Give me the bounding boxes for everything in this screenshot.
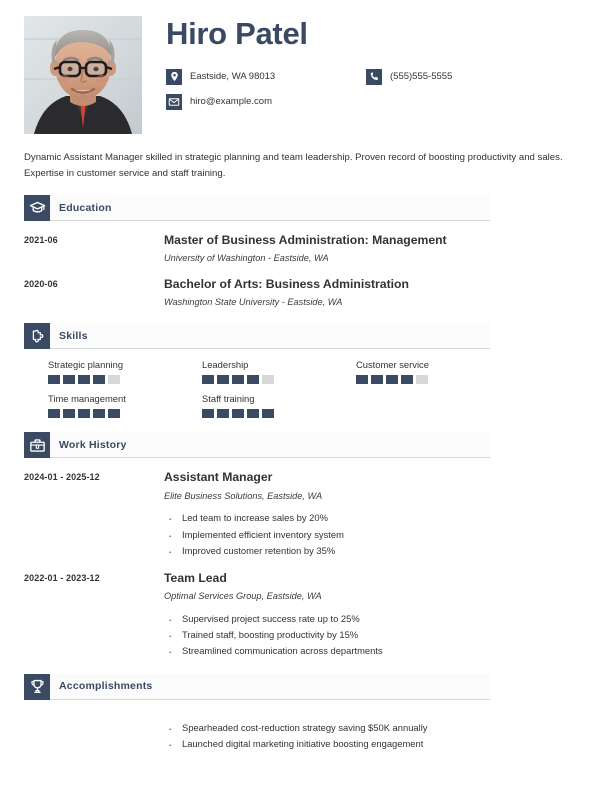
list-item: · Trained staff, boosting productivity by 15%	[164, 627, 588, 643]
work-dates: 2022-01 - 2023-12	[24, 572, 100, 583]
skill-square-filled	[63, 375, 75, 384]
education-entry	[24, 233, 588, 265]
skill-square-filled	[217, 409, 229, 418]
education-degree: Master of Business Administration: Management	[164, 233, 447, 248]
work-entry	[24, 470, 588, 559]
skill-rating	[202, 409, 356, 418]
section-label-band	[50, 323, 490, 349]
work-dates: 2024-01 - 2025-12	[24, 472, 100, 483]
accomplishments-bullets	[164, 720, 588, 752]
contact-info	[166, 69, 588, 110]
skill-item	[202, 393, 356, 418]
location-pin-icon	[166, 69, 182, 85]
education-institution: University of Washington - Eastside, WA	[164, 253, 329, 264]
skill-rating	[48, 375, 202, 384]
skill-label: Customer service	[356, 359, 429, 371]
section-label-band	[50, 674, 490, 700]
education-body	[164, 233, 588, 265]
header-details	[142, 16, 588, 110]
skill-label: Strategic planning	[48, 359, 124, 371]
section-title-skills: Skills	[59, 329, 88, 342]
skill-square-filled	[48, 375, 60, 384]
list-item: · Implemented efficient inventory system	[164, 527, 588, 543]
section-header-accomplishments	[24, 674, 588, 700]
accomplishments-spacer	[24, 712, 164, 752]
list-item: · Spearheaded cost-reduction strategy saving $50K annually	[164, 720, 588, 736]
section-header-skills	[24, 323, 588, 349]
work-entry	[24, 571, 588, 660]
section-work-history	[24, 432, 588, 659]
skill-square-filled	[247, 409, 259, 418]
avatar	[24, 16, 142, 134]
skill-square-filled	[63, 409, 75, 418]
skills-list	[24, 359, 588, 418]
skill-square-filled	[78, 409, 90, 418]
puzzle-piece-icon	[24, 323, 50, 349]
skill-square-filled	[108, 409, 120, 418]
graduation-cap-icon	[24, 195, 50, 221]
skill-item	[48, 359, 202, 384]
list-item: · Launched digital marketing initiative boosting engagement	[164, 736, 588, 752]
phone-text: (555)555-5555	[390, 71, 453, 83]
skill-item	[202, 359, 356, 384]
education-body	[164, 277, 588, 309]
skill-square-filled	[356, 375, 368, 384]
work-bullets	[164, 611, 588, 660]
list-item: · Supervised project success rate up to 25%	[164, 611, 588, 627]
skill-square-filled	[401, 375, 413, 384]
skill-square-filled	[202, 409, 214, 418]
envelope-icon	[166, 94, 182, 110]
skill-square-filled	[93, 375, 105, 384]
skill-rating	[356, 375, 588, 384]
work-job-title: Team Lead	[164, 570, 227, 585]
skill-square-filled	[217, 375, 229, 384]
section-title-accomplishments: Accomplishments	[59, 680, 153, 693]
work-job-title: Assistant Manager	[164, 470, 273, 485]
skill-square-filled	[232, 409, 244, 418]
education-entry	[24, 277, 588, 309]
skill-square-empty	[416, 375, 428, 384]
work-body	[164, 571, 588, 660]
briefcase-icon	[24, 432, 50, 458]
skill-label: Staff training	[202, 393, 255, 405]
list-item: · Improved customer retention by 35%	[164, 543, 588, 559]
section-label-band	[50, 432, 490, 458]
skill-square-filled	[262, 409, 274, 418]
accomplishments-body	[24, 712, 588, 752]
section-accomplishments	[24, 674, 588, 752]
portrait-photo	[24, 16, 142, 134]
contact-email	[166, 94, 366, 110]
phone-icon	[366, 69, 382, 85]
skill-square-filled	[232, 375, 244, 384]
work-company: Optimal Services Group, Eastside, WA	[164, 591, 322, 602]
skill-rating	[48, 409, 202, 418]
trophy-icon	[24, 674, 50, 700]
education-institution: Washington State University - Eastside, WA	[164, 297, 343, 308]
section-header-work-history	[24, 432, 588, 458]
education-date: 2021-06	[24, 235, 58, 246]
skill-square-filled	[202, 375, 214, 384]
email-text: hiro@example.com	[190, 96, 272, 108]
skill-square-empty	[108, 375, 120, 384]
skill-square-filled	[48, 409, 60, 418]
skill-square-filled	[78, 375, 90, 384]
address-text: Eastside, WA 98013	[190, 71, 276, 83]
work-bullets	[164, 510, 588, 559]
contact-address	[166, 69, 366, 85]
page-title: Hiro Patel	[166, 16, 308, 51]
skill-label: Leadership	[202, 359, 249, 371]
skill-item	[48, 393, 202, 418]
skill-square-filled	[371, 375, 383, 384]
list-item: · Streamlined communication across departments	[164, 643, 588, 659]
skill-square-empty	[262, 375, 274, 384]
skill-item	[356, 359, 588, 384]
section-label-band	[50, 195, 490, 221]
section-skills	[24, 323, 588, 418]
professional-summary: Dynamic Assistant Manager skilled in strategic planning and team leadership. Proven record of boosting productivity and sales. Expertise in customer service and staff training.	[24, 152, 563, 179]
skill-label: Time management	[48, 393, 126, 405]
skill-square-filled	[93, 409, 105, 418]
list-item: · Led team to increase sales by 20%	[164, 510, 588, 526]
skill-square-filled	[386, 375, 398, 384]
section-title-education: Education	[59, 201, 112, 214]
section-education	[24, 195, 588, 309]
education-degree: Bachelor of Arts: Business Administration	[164, 277, 409, 292]
skill-square-filled	[247, 375, 259, 384]
education-date: 2020-06	[24, 279, 58, 290]
skill-rating	[202, 375, 356, 384]
work-body	[164, 470, 588, 559]
section-header-education	[24, 195, 588, 221]
resume-header	[24, 0, 588, 140]
section-title-work-history: Work History	[59, 438, 127, 451]
contact-phone	[366, 69, 588, 85]
work-company: Elite Business Solutions, Eastside, WA	[164, 490, 323, 501]
